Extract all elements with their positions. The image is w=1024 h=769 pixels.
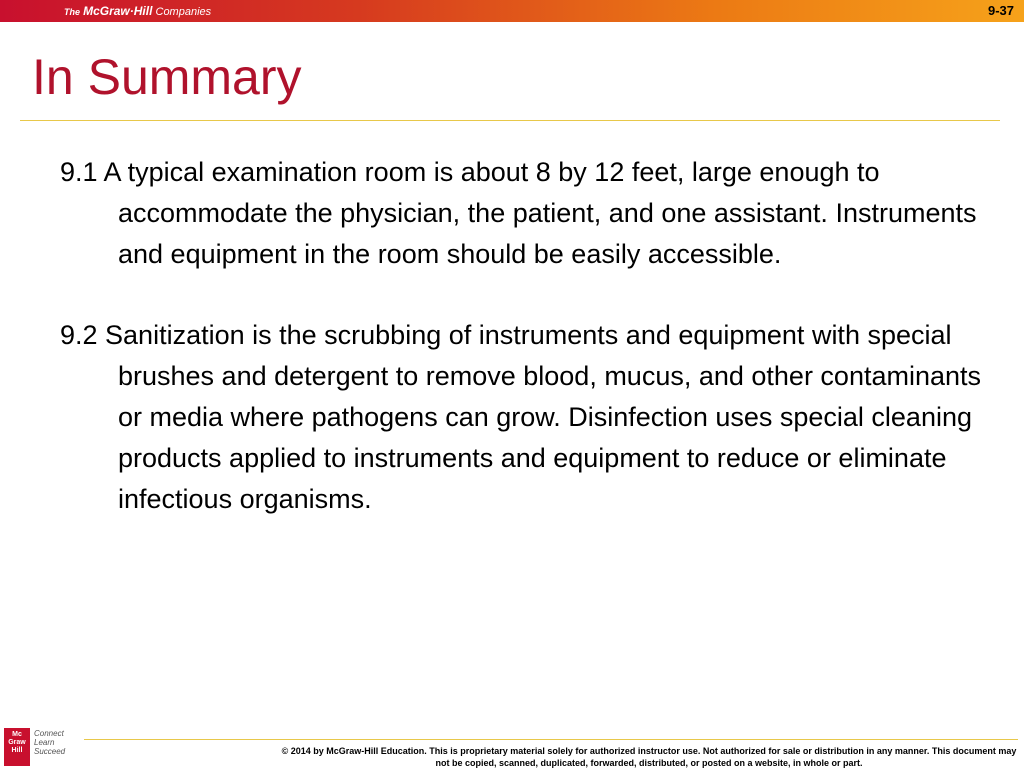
brand-suffix: Companies xyxy=(155,6,212,18)
publisher-brand xyxy=(64,4,211,18)
header-bar xyxy=(0,0,1024,22)
mcgraw-hill-logo: Mc Graw Hill xyxy=(4,728,30,766)
summary-point: 9.1 A typical examination room is about 8 by 12 feet, large enough to accommodate the physician, the patient, and one assistant. Instruments and equipment in the room should be easily accessible. xyxy=(60,157,977,269)
title-divider xyxy=(20,120,1000,121)
brand-prefix: The xyxy=(64,7,81,17)
brand-name: McGraw·Hill xyxy=(83,4,153,18)
slide-number: 9-37 xyxy=(987,3,1014,18)
summary-point: 9.2 Sanitization is the scrubbing of instruments and equipment with special brushes and detergent to remove blood, mucus, and other contaminants or media where pathogens can grow. Disinfection uses special cleaning products applied to instruments and equipment to reduce or eliminate infectious organisms. xyxy=(60,320,982,514)
logo-tagline: Connect Learn Succeed xyxy=(34,729,66,756)
summary-list xyxy=(60,152,990,560)
copyright-notice: © 2014 by McGraw-Hill Education. This is proprietary material solely for authorized instructor use. Not authorized for sale or distribution in any manner. This document may not be copied, scanned, duplicated, forwarded, distributed, or posted on a website, in whole or part. xyxy=(281,746,1017,768)
footer-divider xyxy=(84,739,1018,740)
slide-title: In Summary xyxy=(32,49,302,105)
